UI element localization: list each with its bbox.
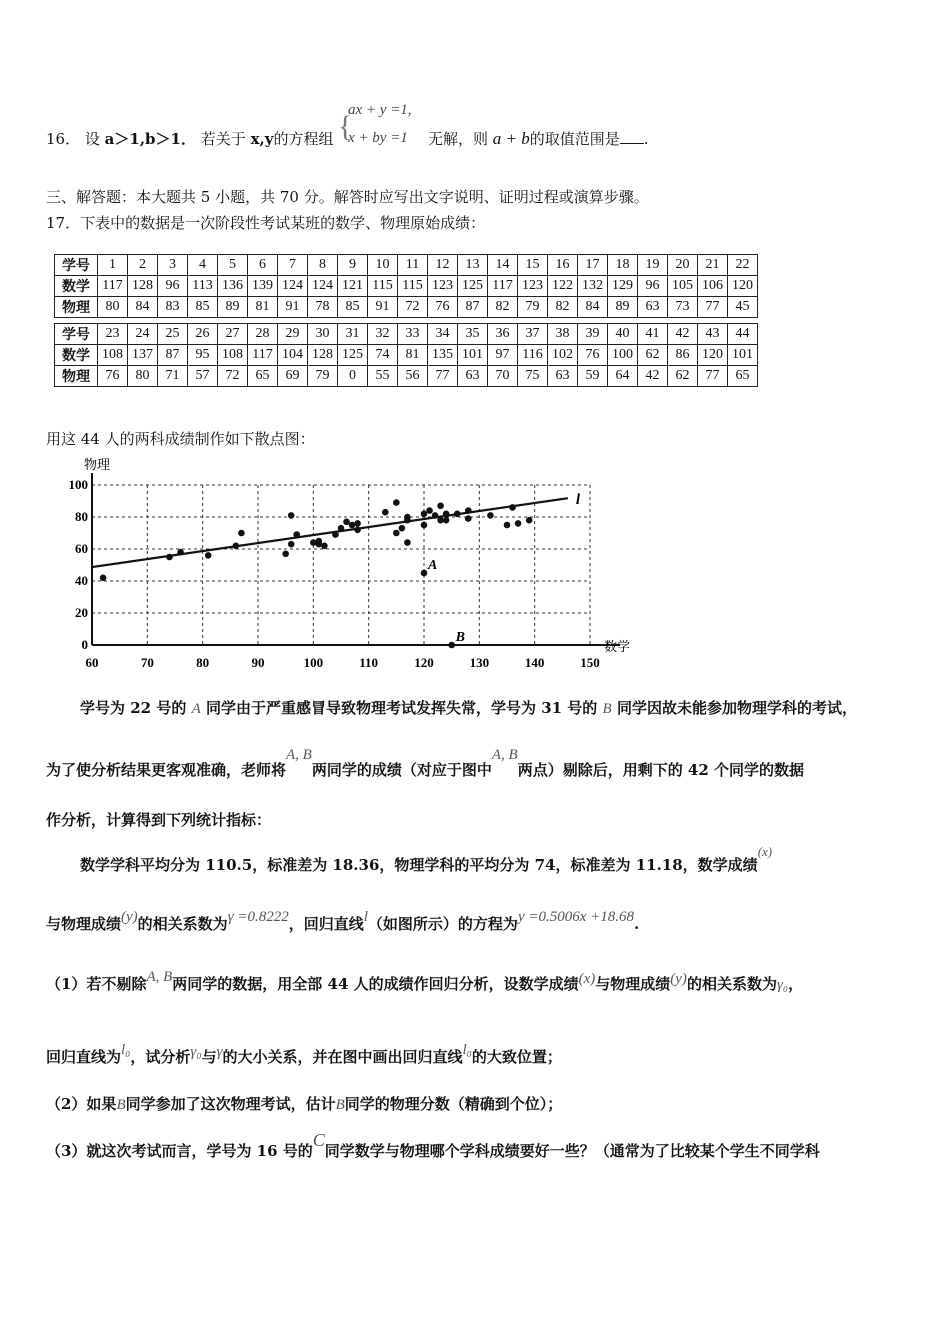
p4-text-1: 数学学科平均分为 110.5，标准差为 18.36，物理学科的平均分为 74，标准差为 11.18，数学成绩 (80, 856, 758, 874)
x-axis-label: 数学 (604, 640, 631, 655)
math-cell: 117 (488, 276, 518, 297)
q1a-x: (x) (578, 971, 596, 987)
id-cell: 30 (308, 324, 338, 345)
physics-cell: 71 (158, 366, 188, 387)
q16-expr: a + b (492, 129, 530, 148)
paragraph-1 (80, 697, 857, 718)
id-cell: 32 (368, 324, 398, 345)
math-cell: 128 (128, 276, 158, 297)
q16-condition: a＞1,b＞1． (104, 130, 196, 148)
question-17-part-1a (46, 969, 804, 994)
data-point (349, 522, 356, 529)
scatter-intro: 用这 44 人的两科成绩制作如下散点图： (46, 430, 315, 448)
math-cell: 76 (578, 345, 608, 366)
id-cell: 8 (308, 255, 338, 276)
q2-text-3: 同学的物理分数（精确到个位）； (344, 1095, 563, 1113)
id-cell: 43 (698, 324, 728, 345)
math-cell: 95 (188, 345, 218, 366)
physics-cell: 89 (218, 297, 248, 318)
data-point (343, 519, 350, 526)
physics-cell: 77 (698, 297, 728, 318)
physics-cell: 85 (188, 297, 218, 318)
physics-cell: 79 (308, 366, 338, 387)
id-cell: 14 (488, 255, 518, 276)
id-cell: 7 (278, 255, 308, 276)
table-row-ids (55, 324, 758, 345)
q1a-text-2: 两同学的数据，用全部 44 人的成绩作回归分析，设数学成绩 (172, 975, 579, 993)
p4-x: (x) (757, 844, 773, 859)
math-cell: 100 (608, 345, 638, 366)
math-cell: 81 (398, 345, 428, 366)
paragraph-3: 作分析，计算得到下列统计指标： (46, 811, 272, 829)
p5-y: (y) (121, 909, 138, 925)
math-cell: 108 (98, 345, 128, 366)
point-label-a: A (428, 558, 438, 573)
physics-cell: 84 (128, 297, 158, 318)
p5-l: l (363, 909, 368, 925)
row-label-math: 数学 (55, 276, 98, 297)
id-cell: 37 (518, 324, 548, 345)
section-3-header: 三、解答题：本大题共 5 小题，共 70 分。解答时应写出文字说明、证明过程或演算步骤。 (46, 188, 649, 206)
physics-cell: 80 (98, 297, 128, 318)
q3-text-2: 同学数学与物理哪个学科成绩要好一些？（通常为了比较某个学生不同学科 (324, 1142, 820, 1160)
math-cell: 120 (698, 345, 728, 366)
q16-tail (428, 128, 649, 149)
physics-cell: 63 (458, 366, 488, 387)
y-tick-label: 20 (75, 605, 88, 620)
physics-cell: 59 (578, 366, 608, 387)
y-axis-label: 物理 (84, 458, 111, 473)
data-point (509, 504, 516, 511)
physics-cell: 77 (698, 366, 728, 387)
q16-number: 16． (46, 130, 81, 148)
q1b-gamma0: γ₀ (190, 1044, 202, 1060)
q1a-end: ， (788, 975, 804, 993)
data-point (310, 539, 317, 546)
math-cell: 129 (608, 276, 638, 297)
q1b-text-3: 与 (201, 1048, 217, 1066)
id-cell: 25 (158, 324, 188, 345)
q1b-gamma: γ (216, 1044, 223, 1060)
id-cell: 26 (188, 324, 218, 345)
q16-eq1: ax + y =1, (348, 102, 412, 118)
math-cell: 87 (158, 345, 188, 366)
math-cell: 97 (488, 345, 518, 366)
question-17-part-1b (46, 1042, 562, 1067)
math-cell: 136 (218, 276, 248, 297)
id-cell: 36 (488, 324, 518, 345)
table-row-ids (55, 255, 758, 276)
x-tick-label: 100 (303, 655, 324, 670)
data-point (504, 522, 511, 529)
scores-table-block-1 (54, 254, 758, 318)
physics-cell: 63 (638, 297, 668, 318)
q1b-text-1: 回归直线为 (46, 1048, 122, 1066)
data-point (443, 517, 450, 524)
x-tick-label: 150 (580, 655, 600, 670)
data-point (443, 511, 450, 518)
row-label-id: 学号 (55, 255, 98, 276)
x-tick-label: 90 (251, 655, 265, 670)
physics-cell: 55 (368, 366, 398, 387)
physics-cell: 0 (338, 366, 368, 387)
p1-text-1: 学号为 22 号的 (80, 699, 187, 717)
data-point (404, 517, 411, 524)
physics-cell: 82 (488, 297, 518, 318)
data-point (354, 520, 361, 527)
data-point (404, 539, 411, 546)
p2-ab-1: A, B (286, 747, 312, 763)
q1b-text-4: 的大小关系，并在图中画出回归直线 (222, 1048, 463, 1066)
x-tick-label: 140 (524, 655, 545, 670)
id-cell: 17 (578, 255, 608, 276)
q1a-y: (y) (670, 971, 687, 987)
point-label-b: B (455, 630, 466, 645)
data-point (421, 522, 428, 529)
p5-text-4: （如图所示）的方程为 (367, 915, 518, 933)
data-point (526, 517, 533, 524)
math-cell: 121 (338, 276, 368, 297)
id-cell: 34 (428, 324, 458, 345)
row-label-physics: 物理 (55, 366, 98, 387)
q16-text-e: 的取值范围是 (529, 130, 620, 148)
physics-cell: 45 (728, 297, 758, 318)
p2-text-1: 为了使分析结果更客观准确，老师将 (46, 761, 287, 779)
q16-text-a: 设 (84, 130, 100, 148)
math-cell: 62 (638, 345, 668, 366)
data-point (338, 525, 345, 532)
math-cell: 104 (278, 345, 308, 366)
question-17-part-2 (46, 1093, 562, 1114)
physics-cell: 62 (668, 366, 698, 387)
math-cell: 125 (338, 345, 368, 366)
id-cell: 42 (668, 324, 698, 345)
p5-r: γ =0.8222 (227, 909, 289, 925)
physics-cell: 76 (98, 366, 128, 387)
p5-text-3: ，回归直线 (288, 915, 364, 933)
q2-b2: B (335, 1097, 345, 1113)
row-label-id: 学号 (55, 324, 98, 345)
math-cell: 96 (158, 276, 188, 297)
math-cell: 125 (458, 276, 488, 297)
physics-cell: 65 (248, 366, 278, 387)
id-cell: 6 (248, 255, 278, 276)
physics-cell: 81 (248, 297, 278, 318)
id-cell: 21 (698, 255, 728, 276)
math-cell: 124 (308, 276, 338, 297)
q3-text-1: （3）就这次考试而言，学号为 16 号的 (46, 1142, 313, 1160)
q2-text-2: 同学参加了这次物理考试，估计 (125, 1095, 336, 1113)
data-point-b (448, 642, 455, 649)
physics-cell: 91 (368, 297, 398, 318)
id-cell: 38 (548, 324, 578, 345)
physics-cell: 84 (578, 297, 608, 318)
data-point (166, 554, 173, 561)
data-point-a (421, 570, 428, 577)
math-cell: 106 (698, 276, 728, 297)
data-point (205, 552, 212, 559)
math-cell: 105 (668, 276, 698, 297)
y-tick-label: 0 (81, 637, 88, 652)
math-cell: 135 (428, 345, 458, 366)
id-cell: 5 (218, 255, 248, 276)
table-row-physics (55, 297, 758, 318)
id-cell: 28 (248, 324, 278, 345)
math-cell: 74 (368, 345, 398, 366)
math-cell: 96 (638, 276, 668, 297)
p5-eq: y =0.5006x +18.68 (517, 909, 634, 925)
id-cell: 11 (398, 255, 428, 276)
math-cell: 101 (728, 345, 758, 366)
physics-cell: 72 (398, 297, 428, 318)
math-cell: 86 (668, 345, 698, 366)
p2-text-3: 两点）剔除后，用剩下的 42 个同学的数据 (517, 761, 805, 779)
q1a-ab: A, B (146, 969, 173, 985)
row-label-math: 数学 (55, 345, 98, 366)
math-cell: 128 (308, 345, 338, 366)
p5-text-2: 的相关系数为 (137, 915, 228, 933)
physics-cell: 65 (728, 366, 758, 387)
y-tick-label: 60 (75, 541, 88, 556)
q16-answer-blank (620, 131, 644, 144)
question-16 (46, 128, 333, 149)
math-cell: 108 (218, 345, 248, 366)
math-cell: 122 (548, 276, 578, 297)
physics-cell: 76 (428, 297, 458, 318)
physics-cell: 42 (638, 366, 668, 387)
math-cell: 115 (398, 276, 428, 297)
id-cell: 29 (278, 324, 308, 345)
data-point (316, 538, 323, 545)
data-point (515, 520, 522, 527)
q16-vars: x,y (250, 130, 274, 148)
physics-cell: 87 (458, 297, 488, 318)
math-cell: 101 (458, 345, 488, 366)
math-cell: 124 (278, 276, 308, 297)
regression-line (92, 498, 568, 567)
id-cell: 13 (458, 255, 488, 276)
math-cell: 137 (128, 345, 158, 366)
scores-table-block-2 (54, 323, 758, 387)
data-point (354, 527, 361, 534)
math-cell: 123 (428, 276, 458, 297)
q16-brace: { (338, 110, 353, 143)
id-cell: 18 (608, 255, 638, 276)
math-cell: 120 (728, 276, 758, 297)
id-cell: 15 (518, 255, 548, 276)
p5-end: . (634, 915, 640, 933)
id-cell: 9 (338, 255, 368, 276)
data-point (288, 512, 295, 519)
physics-cell: 89 (608, 297, 638, 318)
x-tick-label: 110 (359, 655, 379, 670)
scatter-plot (60, 455, 650, 680)
id-cell: 33 (398, 324, 428, 345)
data-point (421, 511, 428, 518)
data-point (238, 530, 245, 537)
data-point (426, 507, 433, 514)
data-point (321, 543, 328, 550)
paragraph-4 (80, 844, 773, 875)
physics-cell: 83 (158, 297, 188, 318)
data-point (487, 512, 494, 519)
data-point (454, 511, 461, 518)
id-cell: 20 (668, 255, 698, 276)
p1-text-3: 同学因故未能参加物理学科的考试， (616, 699, 857, 717)
data-point (233, 543, 240, 550)
paragraph-2 (46, 747, 805, 780)
id-cell: 3 (158, 255, 188, 276)
id-cell: 41 (638, 324, 668, 345)
id-cell: 1 (98, 255, 128, 276)
row-label-physics: 物理 (55, 297, 98, 318)
id-cell: 10 (368, 255, 398, 276)
table-row-math (55, 345, 758, 366)
x-tick-label: 80 (196, 655, 210, 670)
p2-ab-2: A, B (491, 747, 518, 763)
math-cell: 117 (248, 345, 278, 366)
x-tick-label: 60 (85, 655, 99, 670)
q16-text-c: 的方程组 (273, 130, 334, 148)
y-tick-label: 100 (68, 477, 88, 492)
math-cell: 116 (518, 345, 548, 366)
physics-cell: 72 (218, 366, 248, 387)
q1b-text-5: 的大致位置； (471, 1048, 562, 1066)
regression-line-label: l (575, 492, 581, 509)
id-cell: 39 (578, 324, 608, 345)
physics-cell: 85 (338, 297, 368, 318)
data-point (393, 499, 400, 506)
physics-cell: 78 (308, 297, 338, 318)
math-cell: 102 (548, 345, 578, 366)
physics-cell: 64 (608, 366, 638, 387)
q1b-text-2: ，试分析 (130, 1048, 191, 1066)
q17-intro: 17．下表中的数据是一次阶段性考试某班的数学、物理原始成绩： (46, 214, 486, 232)
q2-b1: B (116, 1097, 126, 1113)
q2-text-1: （2）如果 (46, 1095, 117, 1113)
data-point (382, 509, 389, 516)
data-point (465, 507, 472, 514)
physics-cell: 75 (518, 366, 548, 387)
q1a-text-4: 的相关系数为 (686, 975, 777, 993)
id-cell: 23 (98, 324, 128, 345)
x-tick-label: 120 (414, 655, 434, 670)
id-cell: 4 (188, 255, 218, 276)
data-point (399, 525, 406, 532)
physics-cell: 80 (128, 366, 158, 387)
y-tick-label: 80 (75, 509, 88, 524)
data-point (437, 503, 444, 510)
data-point (288, 541, 295, 548)
p1-text-2: 同学由于严重感冒导致物理考试发挥失常，学号为 31 号的 (205, 699, 598, 717)
math-cell: 139 (248, 276, 278, 297)
data-point (332, 531, 339, 538)
id-cell: 24 (128, 324, 158, 345)
data-point (393, 530, 400, 537)
math-cell: 115 (368, 276, 398, 297)
q1a-gamma0: γ₀ (776, 977, 789, 993)
data-point (432, 512, 439, 519)
physics-cell: 69 (278, 366, 308, 387)
physics-cell: 82 (548, 297, 578, 318)
q16-end: . (643, 130, 649, 148)
paragraph-5 (46, 909, 640, 934)
id-cell: 12 (428, 255, 458, 276)
id-cell: 2 (128, 255, 158, 276)
q3-c: C (312, 1130, 325, 1150)
table-row-physics (55, 366, 758, 387)
p1-student-b: B (602, 701, 612, 717)
physics-cell: 63 (548, 366, 578, 387)
id-cell: 19 (638, 255, 668, 276)
data-point (177, 549, 184, 556)
id-cell: 31 (338, 324, 368, 345)
physics-cell: 70 (488, 366, 518, 387)
data-point (100, 575, 107, 582)
physics-cell: 57 (188, 366, 218, 387)
math-cell: 113 (188, 276, 218, 297)
q16-eq2: x + by =1 (348, 130, 408, 146)
y-tick-label: 40 (75, 573, 88, 588)
id-cell: 16 (548, 255, 578, 276)
id-cell: 22 (728, 255, 758, 276)
p2-text-2: 两同学的成绩（对应于图中 (311, 761, 492, 779)
data-point (465, 515, 472, 522)
physics-cell: 73 (668, 297, 698, 318)
p1-student-a: A (191, 701, 201, 717)
data-point (293, 531, 300, 538)
q1b-l0: l₀ (121, 1042, 131, 1058)
math-cell: 132 (578, 276, 608, 297)
q1a-text-1: （1）若不剔除 (46, 975, 147, 993)
q16-text-d: 无解，则 (428, 130, 489, 148)
id-cell: 35 (458, 324, 488, 345)
data-point (282, 551, 289, 558)
physics-cell: 56 (398, 366, 428, 387)
question-17-part-3 (46, 1130, 820, 1161)
math-cell: 117 (98, 276, 128, 297)
p5-text-1: 与物理成绩 (46, 915, 122, 933)
math-cell: 123 (518, 276, 548, 297)
physics-cell: 77 (428, 366, 458, 387)
id-cell: 40 (608, 324, 638, 345)
table-row-math (55, 276, 758, 297)
id-cell: 27 (218, 324, 248, 345)
id-cell: 44 (728, 324, 758, 345)
physics-cell: 79 (518, 297, 548, 318)
q1a-text-3: 与物理成绩 (595, 975, 671, 993)
x-tick-label: 130 (469, 655, 490, 670)
q16-text-b: 若关于 (200, 130, 246, 148)
q1b-l0b: l₀ (462, 1042, 472, 1058)
physics-cell: 91 (278, 297, 308, 318)
x-tick-label: 70 (140, 655, 154, 670)
